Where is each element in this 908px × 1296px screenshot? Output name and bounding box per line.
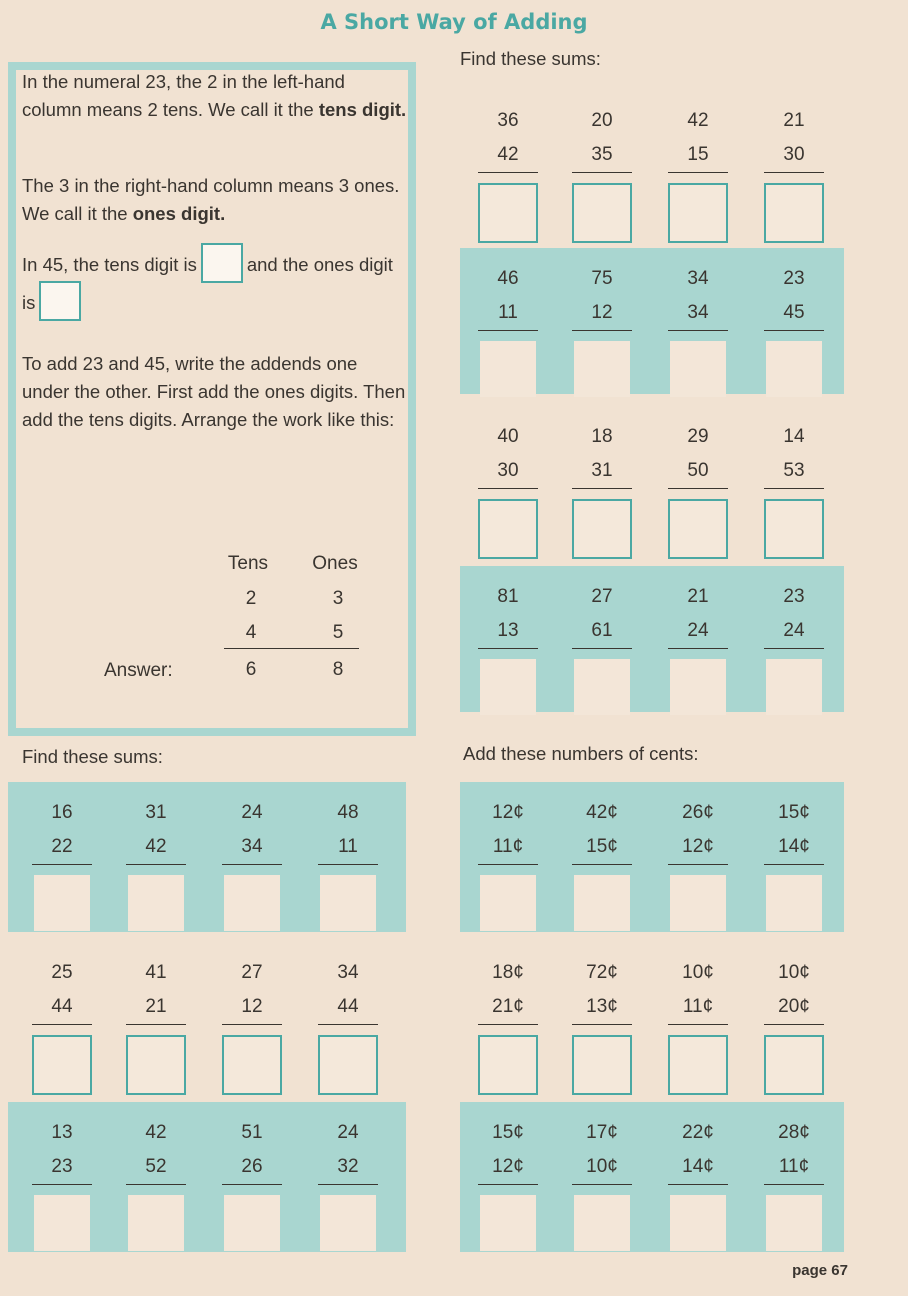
addend: 21 (145, 996, 167, 1017)
addend: 24 (783, 620, 805, 641)
addend: 61 (591, 620, 613, 641)
addend: 23 (783, 586, 805, 607)
answer-box[interactable] (480, 341, 536, 397)
paragraph-tens: In the numeral 23, the 2 in the left-hand column means 2 tens. We call it the tens digit. (22, 71, 407, 120)
addend: 25 (51, 962, 73, 983)
sum-line (32, 1184, 92, 1185)
page-number: page 67 (792, 1262, 848, 1279)
addend: 35 (591, 144, 613, 165)
answer-box[interactable] (574, 659, 630, 715)
addend: 46 (497, 268, 519, 289)
addend: 15¢ (492, 1122, 524, 1143)
addition-problem (564, 796, 640, 931)
addition-problem (660, 1116, 736, 1251)
work-digit: 4 (245, 622, 257, 643)
addend: 11 (338, 836, 358, 857)
addend: 42 (687, 110, 709, 131)
page-title: A Short Way of Adding (320, 10, 588, 34)
addition-problem (756, 262, 832, 397)
sum-line (668, 1184, 728, 1185)
addend: 10¢ (778, 962, 810, 983)
addend: 15¢ (778, 802, 810, 823)
addend: 13¢ (586, 996, 618, 1017)
addend: 42¢ (586, 802, 618, 823)
addend: 13 (51, 1122, 73, 1143)
addend: 20¢ (778, 996, 810, 1017)
sum-line (478, 172, 538, 173)
sum-line (126, 1184, 186, 1185)
sum-line (222, 1184, 282, 1185)
answer-box[interactable] (224, 1195, 280, 1251)
answer-box[interactable] (128, 875, 184, 931)
answer-box[interactable] (668, 183, 728, 243)
answer-label: Answer: (104, 660, 173, 681)
tens-digit-answer-box[interactable] (201, 243, 243, 283)
answer-box[interactable] (224, 875, 280, 931)
sum-line (478, 488, 538, 489)
addend: 18 (591, 426, 613, 447)
addition-problem (470, 262, 546, 397)
addition-problem (470, 420, 546, 559)
addition-problem (564, 104, 640, 243)
sum-line (126, 864, 186, 865)
addition-problem (118, 796, 194, 931)
answer-box[interactable] (480, 659, 536, 715)
sum-line (668, 330, 728, 331)
addition-problem (660, 104, 736, 243)
addend: 51 (241, 1122, 263, 1143)
sum-line (668, 1024, 728, 1025)
sum-line (668, 172, 728, 173)
sum-line (478, 330, 538, 331)
addend: 34 (241, 836, 263, 857)
sum-line (764, 330, 824, 331)
addend: 23 (783, 268, 805, 289)
addend: 17¢ (586, 1122, 618, 1143)
sum-line (318, 1024, 378, 1025)
work-digit: 3 (332, 588, 344, 609)
addition-problem (756, 580, 832, 715)
answer-box[interactable] (480, 1195, 536, 1251)
addend: 28¢ (778, 1122, 810, 1143)
addition-problem (564, 1116, 640, 1251)
answer-box[interactable] (222, 1035, 282, 1095)
sum-line (764, 1024, 824, 1025)
ones-digit-answer-box[interactable] (39, 281, 81, 321)
addend: 26 (241, 1156, 263, 1177)
addition-problem (118, 1116, 194, 1251)
addend: 20 (591, 110, 613, 131)
sum-line (318, 864, 378, 865)
addition-problem (660, 420, 736, 559)
addend: 48 (337, 802, 359, 823)
addition-problem (118, 956, 194, 1095)
answer-box[interactable] (668, 1035, 728, 1095)
answer-box[interactable] (126, 1035, 186, 1095)
addition-problem (756, 420, 832, 559)
sum-line (126, 1024, 186, 1025)
addend: 30 (497, 460, 519, 481)
sum-line (572, 172, 632, 173)
work-digit: 5 (332, 622, 344, 643)
sum-line (318, 1184, 378, 1185)
addend: 16 (51, 802, 73, 823)
answer-box[interactable] (574, 875, 630, 931)
addend: 18¢ (492, 962, 524, 983)
addend: 12 (591, 302, 613, 323)
answer-box[interactable] (572, 183, 632, 243)
answer-box[interactable] (34, 1195, 90, 1251)
addition-problem (470, 956, 546, 1095)
answer-box[interactable] (670, 875, 726, 931)
addend: 81 (497, 586, 519, 607)
sum-line (478, 648, 538, 649)
work-digit: 6 (245, 659, 257, 680)
addend: 44 (337, 996, 359, 1017)
addend: 24 (687, 620, 709, 641)
paragraph-question: In 45, the tens digit is and the ones digit is (22, 246, 408, 322)
addend: 36 (497, 110, 519, 131)
addend: 14 (783, 426, 805, 447)
addend: 11¢ (492, 836, 524, 857)
addition-problem (564, 580, 640, 715)
addend: 30 (783, 144, 805, 165)
work-digit: 2 (245, 588, 257, 609)
addend: 27 (591, 586, 613, 607)
sum-line (222, 1024, 282, 1025)
paragraph-instructions: To add 23 and 45, write the addends one under the other. First add the ones digits. Then add the tens digits. Arrange the work like this: (22, 353, 406, 430)
addend: 34 (337, 962, 359, 983)
sum-line (572, 864, 632, 865)
addend: 12¢ (492, 802, 524, 823)
right-section-label: Find these sums: (460, 48, 601, 69)
addend: 12¢ (682, 836, 714, 857)
sum-line (478, 864, 538, 865)
answer-box[interactable] (670, 659, 726, 715)
answer-box[interactable] (766, 1195, 822, 1251)
addend: 11¢ (778, 1156, 810, 1177)
addition-problem (214, 1116, 290, 1251)
addition-problem (470, 796, 546, 931)
answer-box[interactable] (34, 875, 90, 931)
answer-box[interactable] (574, 1195, 630, 1251)
addend: 22¢ (682, 1122, 714, 1143)
addition-problem (756, 796, 832, 931)
addend: 21 (783, 110, 805, 131)
tens-column-header: Tens (227, 553, 269, 574)
answer-box[interactable] (764, 499, 824, 559)
answer-box[interactable] (574, 341, 630, 397)
answer-box[interactable] (766, 875, 822, 931)
sum-line (668, 864, 728, 865)
sum-line (572, 1184, 632, 1185)
addend: 15¢ (586, 836, 618, 857)
work-digit: 8 (332, 659, 344, 680)
sum-line (572, 648, 632, 649)
addend: 29 (687, 426, 709, 447)
addend: 21¢ (492, 996, 524, 1017)
addend: 21 (687, 586, 709, 607)
bottom-right-section-label: Add these numbers of cents: (463, 743, 699, 764)
addition-problem (564, 956, 640, 1095)
addend: 41 (145, 962, 167, 983)
answer-box[interactable] (478, 183, 538, 243)
addend: 24 (241, 802, 263, 823)
addition-problem (564, 262, 640, 397)
addition-problem (660, 262, 736, 397)
addend: 14¢ (778, 836, 810, 857)
answer-box[interactable] (764, 1035, 824, 1095)
addition-problem (564, 420, 640, 559)
addend: 42 (497, 144, 519, 165)
addend: 15 (687, 144, 709, 165)
addend: 72¢ (586, 962, 618, 983)
addend: 24 (337, 1122, 359, 1143)
sum-line (764, 1184, 824, 1185)
addend: 40 (497, 426, 519, 447)
answer-box[interactable] (128, 1195, 184, 1251)
addition-problem (470, 580, 546, 715)
ones-column-header: Ones (312, 553, 358, 574)
addition-problem (214, 796, 290, 931)
addition-problem (24, 956, 100, 1095)
addend: 26¢ (682, 802, 714, 823)
sum-line (478, 1184, 538, 1185)
addend: 10¢ (682, 962, 714, 983)
answer-box[interactable] (32, 1035, 92, 1095)
answer-box[interactable] (764, 183, 824, 243)
sum-line (222, 864, 282, 865)
addition-problem (214, 956, 290, 1095)
addend: 31 (591, 460, 613, 481)
addend: 31 (145, 802, 167, 823)
answer-box[interactable] (668, 499, 728, 559)
sum-line (572, 330, 632, 331)
sum-line (478, 1024, 538, 1025)
addend: 34 (687, 268, 709, 289)
addend: 53 (783, 460, 805, 481)
addend: 44 (51, 996, 73, 1017)
answer-box[interactable] (318, 1035, 378, 1095)
addend: 50 (687, 460, 709, 481)
addend: 13 (497, 620, 519, 641)
addition-problem (470, 1116, 546, 1251)
bottom-left-section-label: Find these sums: (22, 746, 163, 767)
sum-line (764, 648, 824, 649)
addition-problem (756, 1116, 832, 1251)
sum-line (572, 488, 632, 489)
answer-box[interactable] (670, 1195, 726, 1251)
answer-box[interactable] (572, 499, 632, 559)
answer-box[interactable] (670, 341, 726, 397)
addition-problem (660, 956, 736, 1095)
sum-line (764, 488, 824, 489)
sum-line (764, 864, 824, 865)
addition-problem (660, 796, 736, 931)
addend: 11 (498, 302, 518, 323)
sum-line (32, 864, 92, 865)
addend: 52 (145, 1156, 167, 1177)
answer-box[interactable] (572, 1035, 632, 1095)
addition-problem (310, 796, 386, 931)
answer-box[interactable] (320, 875, 376, 931)
sum-line (668, 488, 728, 489)
addition-problem (756, 956, 832, 1095)
addend: 14¢ (682, 1156, 714, 1177)
answer-box[interactable] (766, 659, 822, 715)
addend: 11¢ (682, 996, 714, 1017)
addend: 12 (241, 996, 263, 1017)
sum-line (764, 172, 824, 173)
addend: 42 (145, 1122, 167, 1143)
answer-box[interactable] (766, 341, 822, 397)
answer-box[interactable] (320, 1195, 376, 1251)
addition-problem (24, 796, 100, 931)
addend: 22 (51, 836, 73, 857)
sum-line (224, 648, 359, 649)
answer-box[interactable] (480, 875, 536, 931)
sum-line (572, 1024, 632, 1025)
answer-box[interactable] (478, 499, 538, 559)
sum-line (668, 648, 728, 649)
addition-problem (756, 104, 832, 243)
addend: 42 (145, 836, 167, 857)
addend: 12¢ (492, 1156, 524, 1177)
addend: 34 (687, 302, 709, 323)
answer-box[interactable] (478, 1035, 538, 1095)
sum-line (32, 1024, 92, 1025)
addend: 10¢ (586, 1156, 618, 1177)
paragraph-ones: The 3 in the right-hand column means 3 ones. We call it the ones digit. (22, 175, 400, 224)
addition-problem (310, 1116, 386, 1251)
addition-problem (660, 580, 736, 715)
addend: 45 (783, 302, 805, 323)
addend: 32 (337, 1156, 359, 1177)
addend: 23 (51, 1156, 73, 1177)
addition-problem (24, 1116, 100, 1251)
addition-problem (310, 956, 386, 1095)
addend: 27 (241, 962, 263, 983)
addend: 75 (591, 268, 613, 289)
addition-problem (470, 104, 546, 243)
